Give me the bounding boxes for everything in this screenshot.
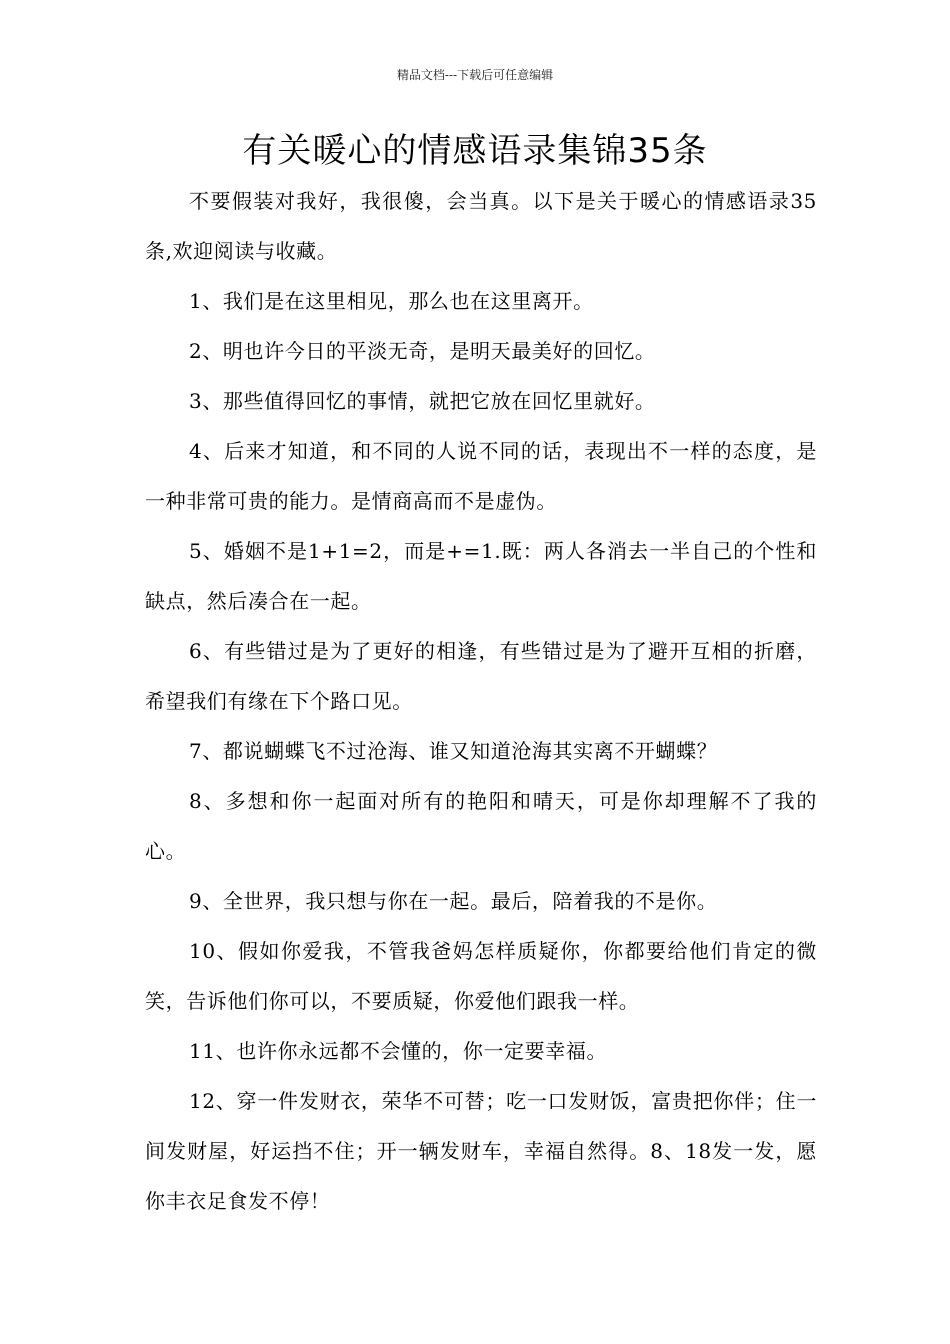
quote-item-2: 2、明也许今日的平淡无奇，是明天最美好的回忆。 xyxy=(189,339,656,363)
quote-item-12: 12、穿一件发财衣，荣华不可替；吃一口发财饭，富贵把你伴；住一间发财屋，好运挡不住；开一辆发财车，幸福自然得。8、18发一发，愿你丰衣足食发不停！ xyxy=(145,1089,817,1213)
intro-paragraph: 不要假装对我好，我很傻，会当真。以下是关于暖心的情感语录35条,欢迎阅读与收藏。 xyxy=(145,189,817,263)
quote-item-8: 8、多想和你一起面对所有的艳阳和晴天，可是你却理解不了我的心。 xyxy=(145,789,817,863)
quote-item-4: 4、后来才知道，和不同的人说不同的话，表现出不一样的态度，是一种非常可贵的能力。是情商高而不是虚伪。 xyxy=(145,439,817,513)
quote-item-1: 1、我们是在这里相见，那么也在这里离开。 xyxy=(189,289,594,313)
quote-item-3: 3、那些值得回忆的事情，就把它放在回忆里就好。 xyxy=(189,389,656,413)
quote-item-9: 9、全世界，我只想与你在一起。最后，陪着我的不是你。 xyxy=(189,889,718,913)
document-title: 有关暖心的情感语录集锦35条 xyxy=(242,131,708,171)
document-body xyxy=(145,176,817,1226)
header-note: 精品文档---下载后可任意编辑 xyxy=(396,68,554,82)
quote-item-7: 7、都说蝴蝶飞不过沧海、谁又知道沧海其实离不开蝴蝶？ xyxy=(189,739,718,763)
quote-item-5: 5、婚姻不是1+1=2，而是+=1.既：两人各消去一半自己的个性和缺点，然后凑合在一起。 xyxy=(145,539,817,613)
quote-item-10: 10、假如你爱我，不管我爸妈怎样质疑你，你都要给他们肯定的微笑，告诉他们你可以，不要质疑，你爱他们跟我一样。 xyxy=(145,939,817,1013)
quote-item-11: 11、也许你永远都不会懂的，你一定要幸福。 xyxy=(189,1039,608,1063)
quote-item-6: 6、有些错过是为了更好的相逢，有些错过是为了避开互相的折磨，希望我们有缘在下个路口见。 xyxy=(145,639,817,713)
